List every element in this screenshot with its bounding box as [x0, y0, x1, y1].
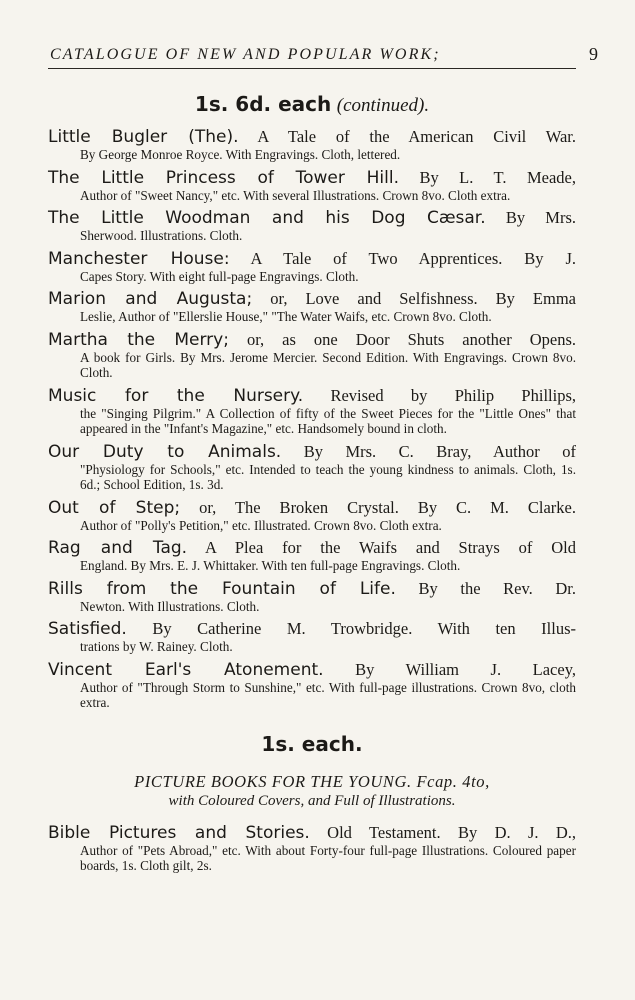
entry-text: or, as one Door Shuts another Opens. — [228, 329, 577, 349]
entry-text: A Tale of the American Civil War. — [238, 127, 577, 146]
entry-detail: "Physiology for Schools," etc. Intended to teach the young kindness to animals. Cloth, 1s. 6d.; School Edition, 1s. 3d. — [80, 461, 576, 492]
entry-title: The Little Woodman and his Dog Cæsar. — [48, 208, 486, 228]
entry-text: A Plea for the Waifs and Strays of Old — [187, 538, 576, 557]
entry-detail: Author of "Pets Abroad," etc. With about Forty-four full-page Illustrations. Coloured paper boards, 1s. Cloth gilt, 2s. — [80, 842, 576, 873]
section-heading-1s — [48, 731, 576, 757]
entry-detail: Author of "Through Storm to Sunshine," etc. With full-page illustrations. Crown 8vo, cloth extra. — [80, 679, 576, 710]
entry-text: Old Testament. By D. J. D., — [309, 822, 576, 842]
entry-detail: Newton. With Illustrations. Cloth. — [80, 598, 260, 614]
entry-text: By L. T. Meade, — [398, 167, 576, 187]
page-number: 9 — [589, 44, 598, 64]
section-heading-1s-6d — [48, 91, 576, 119]
entry-detail: the "Singing Pilgrim." A Collection of fifty of the Sweet Pieces for the "Little Ones" that appeared in the "Infant's Magazine," etc. Handsomely bound in cloth. — [80, 405, 576, 436]
running-header — [48, 40, 598, 69]
entry-detail: Author of "Sweet Nancy," etc. With several Illustrations. Crown 8vo. Cloth extra. — [80, 187, 511, 203]
catalogue-entry — [48, 330, 576, 381]
catalogue-entry — [48, 823, 576, 874]
entry-text: A Tale of Two Apprentices. By J. — [229, 248, 576, 268]
entry-detail: Capes Story. With eight full-page Engravings. Cloth. — [80, 268, 359, 284]
entry-text: or, The Broken Crystal. By C. M. Clarke. — [180, 497, 577, 517]
entry-list — [48, 127, 576, 711]
entry-list — [48, 823, 576, 874]
entry-title: Manchester House: — [48, 248, 230, 269]
entry-title: The Little Princess of Tower Hill. — [48, 167, 399, 188]
entry-detail: A book for Girls. By Mrs. Jerome Mercier. Second Edition. With Engravings. Crown 8vo. Cloth. — [80, 349, 576, 380]
series-title: PICTURE BOOKS FOR THE YOUNG. Fcap. 4to, — [134, 771, 490, 791]
entry-title: Bible Pictures and Stories. — [48, 822, 310, 843]
catalogue-entry — [48, 289, 576, 325]
entry-title: Rag and Tag. — [48, 538, 188, 558]
entry-detail: trations by W. Rainey. Cloth. — [80, 639, 233, 654]
section-price: 1s. 6d. each — [194, 92, 332, 116]
entry-title: Martha the Merry; — [48, 329, 229, 350]
catalogue-entry — [48, 168, 576, 204]
entry-text: By William J. Lacey, — [323, 659, 576, 679]
catalogue-entry — [48, 442, 576, 493]
section-continued: (continued). — [336, 95, 430, 116]
entry-detail: Sherwood. Illustrations. Cloth. — [80, 228, 243, 243]
entry-detail: Author of "Polly's Petition," etc. Illustrated. Crown 8vo. Cloth extra. — [80, 517, 442, 533]
catalogue-entry — [48, 208, 576, 244]
entry-text: By Catherine M. Trowbridge. With ten Illus- — [126, 619, 576, 638]
catalogue-entry — [48, 619, 576, 655]
entry-title: Little Bugler (The). — [48, 127, 239, 147]
catalogue-entry — [48, 498, 576, 534]
section-price: 1s. each. — [261, 731, 363, 756]
entry-title: Marion and Augusta; — [48, 289, 253, 309]
entry-title: Vincent Earl's Atonement. — [48, 659, 324, 680]
entry-text: or, Love and Selfishness. By Emma — [252, 289, 576, 308]
entry-detail: England. By Mrs. E. J. Whittaker. With ten full-page Engravings. Cloth. — [80, 558, 461, 573]
catalogue-entry — [48, 386, 576, 437]
entry-title: Out of Step; — [48, 497, 181, 518]
entry-detail: Leslie, Author of "Ellerslie House," "The Water Waifs, etc. Crown 8vo. Cloth. — [80, 309, 492, 324]
catalogue-entry — [48, 249, 576, 285]
catalogue-entry — [48, 579, 576, 615]
entry-text: By Mrs. — [485, 208, 577, 227]
entry-text: Revised by Philip Phillips, — [303, 385, 576, 405]
catalogue-entry — [48, 127, 576, 163]
entry-detail: By George Monroe Royce. With Engravings. Cloth, lettered. — [80, 147, 401, 162]
entry-text: By the Rev. Dr. — [395, 578, 577, 598]
catalogue-entry — [48, 538, 576, 574]
entry-title: Satisfied. — [48, 619, 127, 639]
entry-text: By Mrs. C. Bray, Author of — [281, 441, 576, 461]
entry-title: Our Duty to Animals. — [48, 441, 282, 462]
catalogue-page — [48, 40, 598, 879]
entry-title: Rills from the Fountain of Life. — [48, 578, 396, 599]
running-title: CATALOGUE OF NEW AND POPULAR WORK; — [50, 46, 441, 63]
catalogue-entry — [48, 660, 576, 711]
entry-title: Music for the Nursery. — [48, 385, 304, 406]
series-subtitle: with Coloured Covers, and Full of Illustrations. — [168, 792, 456, 809]
